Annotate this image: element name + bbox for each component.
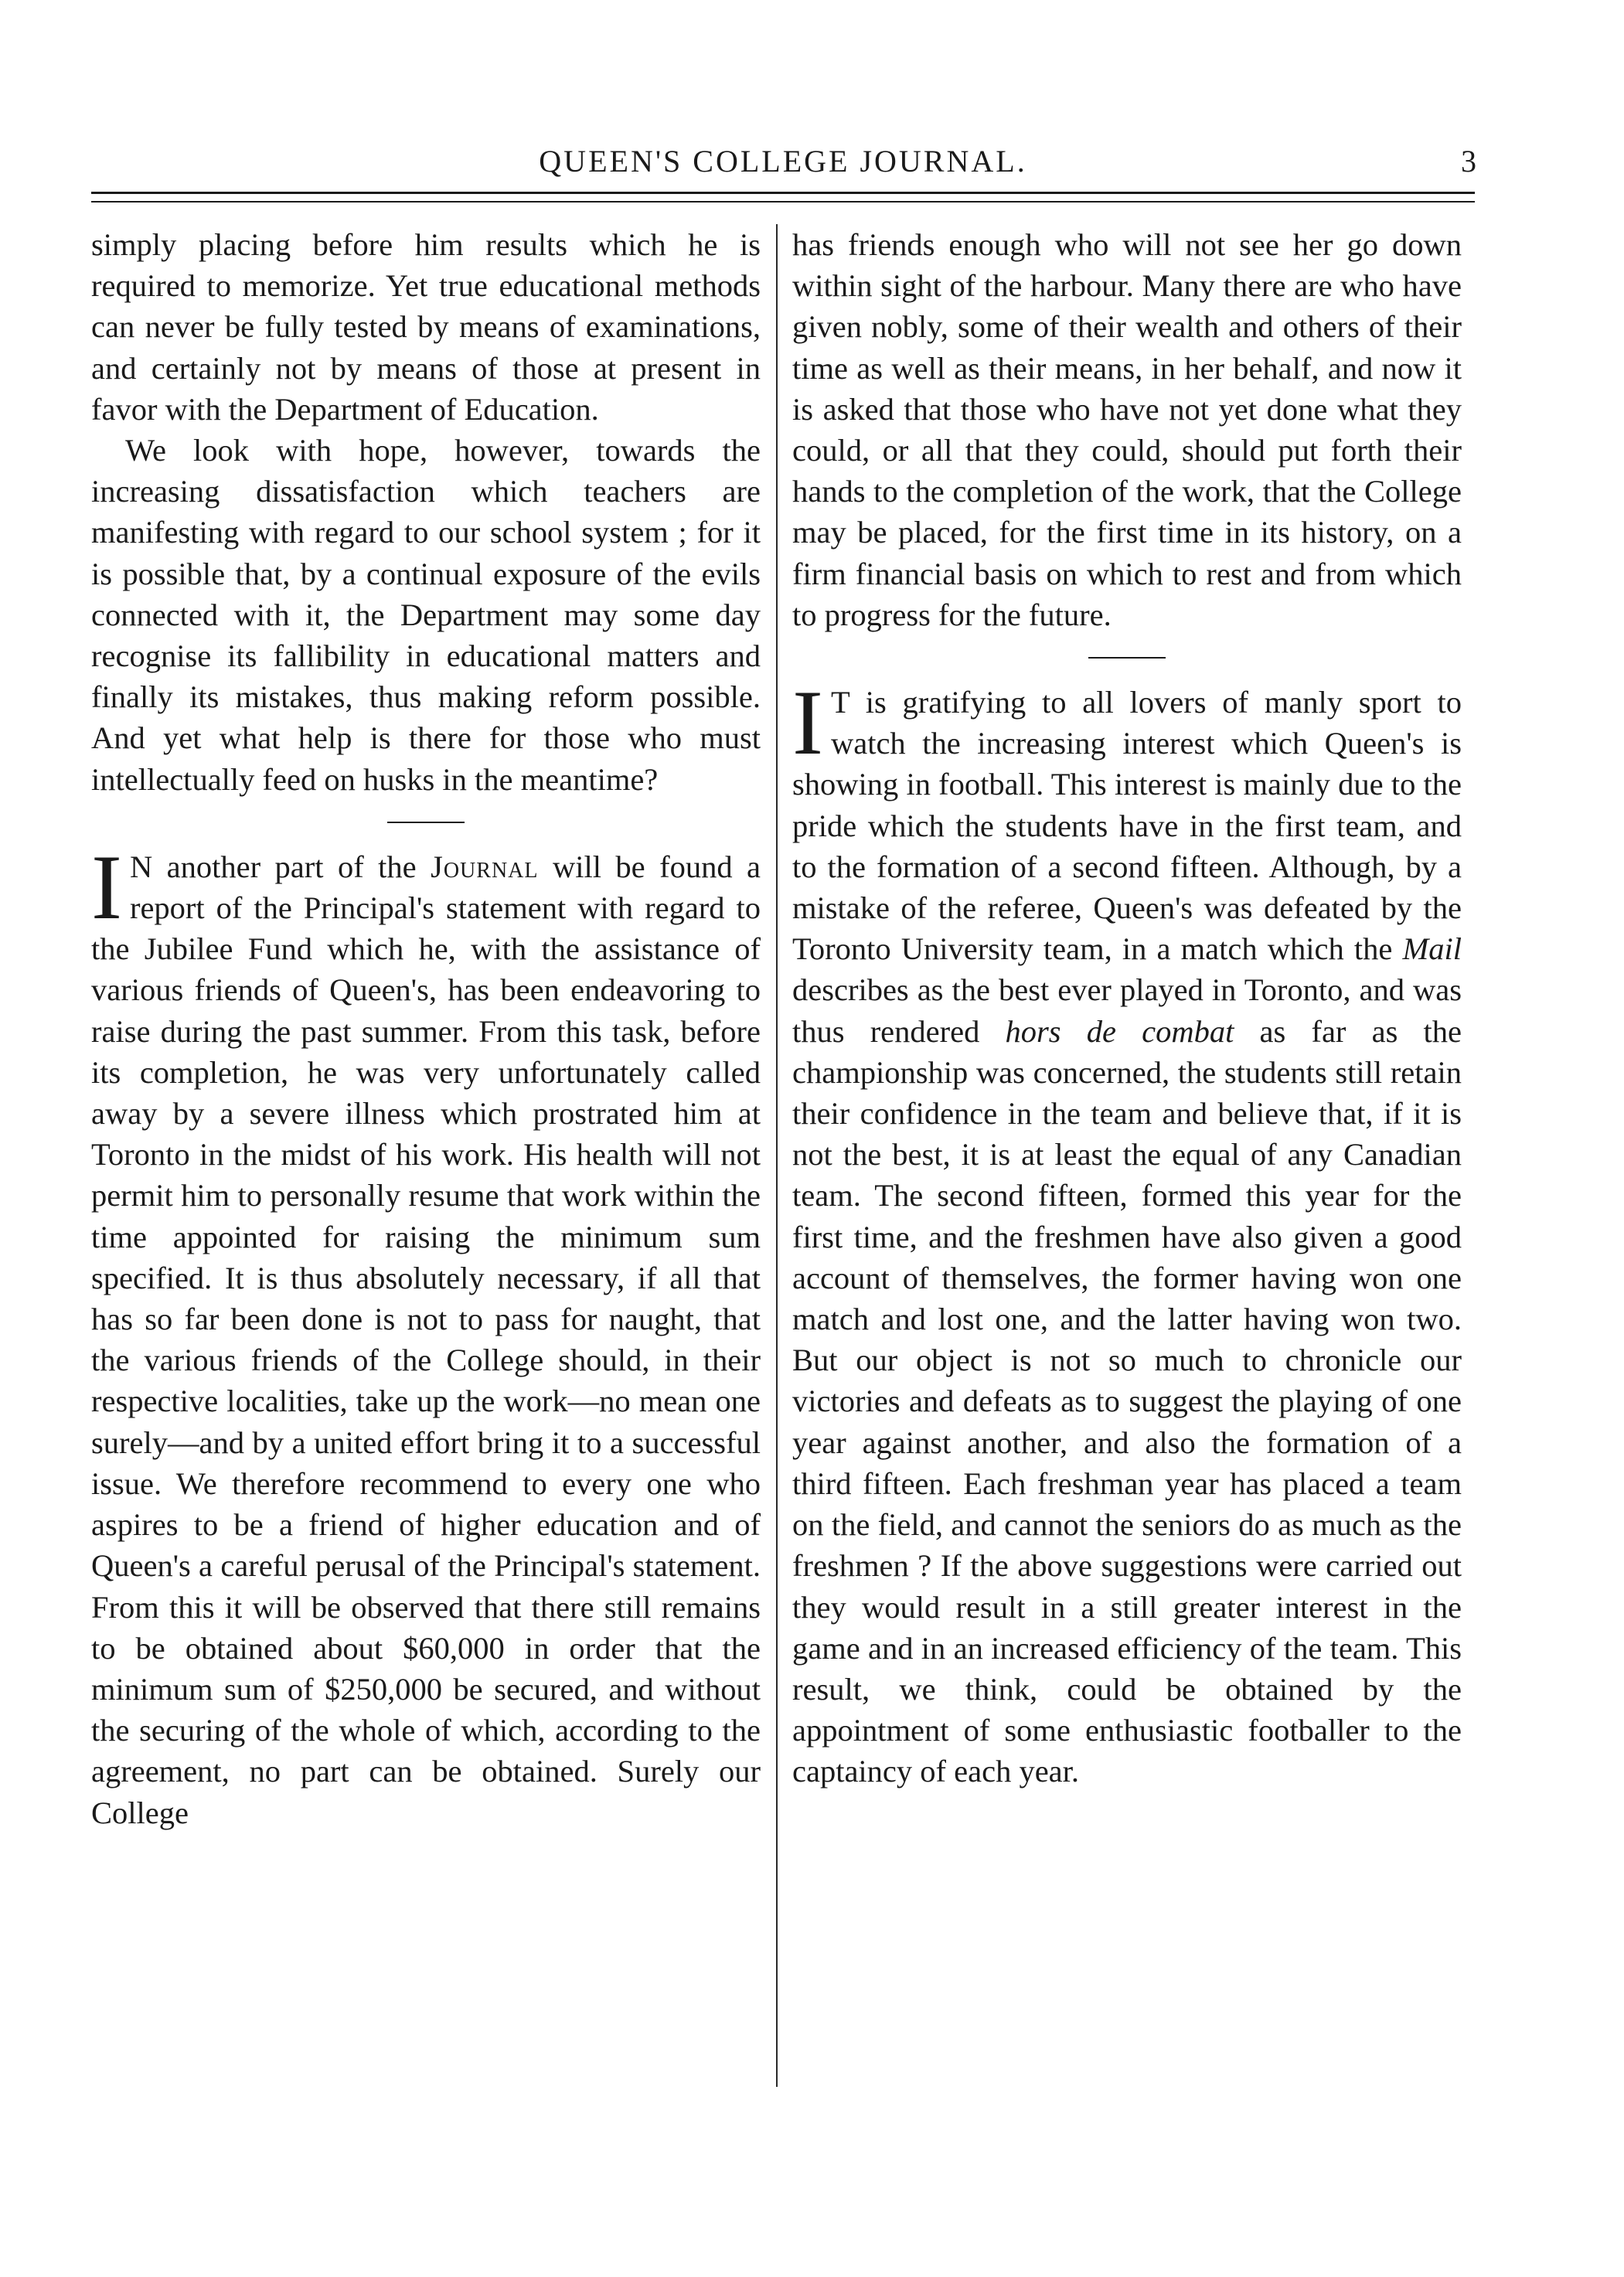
football-part-b: describes as the best ever played in Toronto, and was thus rendered: [792, 972, 1462, 1049]
page-number: 3: [1461, 144, 1476, 179]
column-divider: [776, 224, 778, 2087]
football-paragraph: [792, 671, 1462, 1792]
jubilee-body: will be found a report of the Principal's statement with regard to the Jubilee Fund which he, with the assistance of various friends of Queen's, has been endeavoring to raise during the past summer. From this task, before its completion, he was very unfortunately called away by a severe illness which prostrated him at Toronto in the midst of his work. His health will not permit him to personally resume that work within the time appointed for raising the minimum sum specified. It is thus absolutely necessary, if all that has so far been done is not to pass for naught, that the various friends of the College should, in their respective localities, take up the work—no mean one surely—and by a united effort bring it to a successful issue. We therefore recommend to every one who aspires to be a friend of higher education and of Queen's a careful perusal of the Principal's statement. From this it will be observed that there still remains to be obtained about $60,000 in order that the minimum sum of $250,000 be secured, and without the securing of the whole of which, according to the agreement, no part can be obtained. Surely our College: [91, 849, 761, 1830]
hors-de-combat: hors de combat: [1005, 1013, 1234, 1049]
left-column: [91, 224, 761, 1833]
left-paragraph-1: simply placing before him results which he is required to memorize. Yet true educational methods can never be fully tested by means of examinations, and certainly not by means of those at present in favor with the Department of Education.: [91, 227, 761, 427]
mail-newspaper: Mail: [1402, 931, 1462, 967]
header-rule-thick: [91, 192, 1475, 194]
football-part-a: T is gratifying to all lovers of manly sport to watch the increasing interest which Queen's is showing in football. This interest is mainly due to the pride which the students have in the first team, and to the formation of a second fifteen. Although, by a mistake of the referee, Queen's was defeated by the Toronto University team, in a match which the: [792, 685, 1462, 967]
right-paragraph-1: has friends enough who will not see her go down within sight of the harbour. Many there are who have given nobly, some of their wealth and others of their time as well as their means, in her behalf, and now it is asked that those who have not yet done what they could, or all that they could, should put forth their hands to the completion of the work, that the College may be placed, for the first time in its history, on a firm financial basis on which to rest and from which to progress for the future.: [792, 227, 1462, 632]
section-separator: [1088, 657, 1166, 659]
header-rule-thin: [91, 201, 1475, 203]
right-column: [792, 224, 1462, 1792]
page-header: [91, 143, 1475, 189]
journal-word: Journal: [431, 849, 539, 884]
football-part-c: as far as the championship was concerned, the students still retain their confidence in the team and believe that, if it is not the best, it is at least the equal of any Canadian team. The second fifteen, formed this year for the first time, and the freshmen have also given a good account of themselves, the former having won one match and lost one, and the latter having won two. But our object is not so much to chronicle our victories and defeats as to suggest the playing of one year against another, and also the formation of a third fifteen. Each freshman year has placed a team on the field, and cannot the seniors do as much as the freshmen ? If the above suggestions were carried out they would result in a still greater interest in the game and in an increased efficiency of the team. This result, we think, could be obtained by the appointment of some enthusiastic footballer to the captaincy of each year.: [792, 1013, 1462, 1789]
section-separator: [387, 822, 465, 823]
drop-cap: I: [792, 671, 823, 774]
left-paragraph-2: We look with hope, however, towards the increasing dissatisfaction which teachers are manifesting with regard to our school system ; for it is possible that, by a continual exposure of the evils connected with it, the Department may some day recognise its fallibility in educational matters and finally its mistakes, thus making reform possible. And yet what help is there for those who must intellectually feed on husks in the meantime?: [91, 433, 761, 797]
jubilee-fund-paragraph: [91, 835, 761, 1833]
jubilee-lead: N another part of the: [129, 849, 431, 884]
drop-cap: I: [91, 835, 122, 938]
journal-title: QUEEN'S COLLEGE JOURNAL.: [539, 144, 1027, 179]
